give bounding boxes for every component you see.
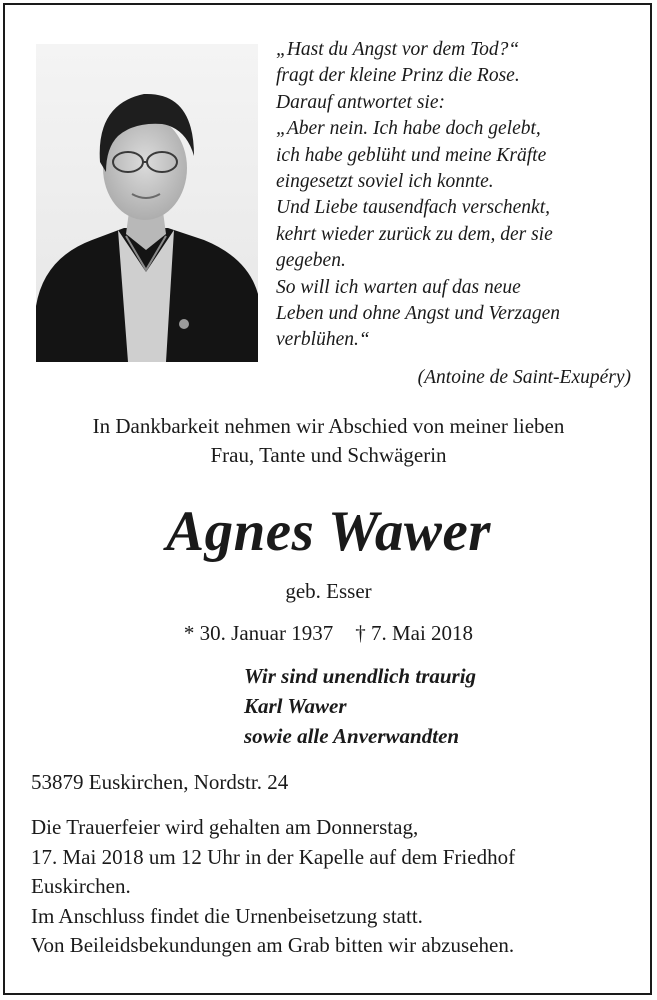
death-date: † 7. Mai 2018 xyxy=(355,621,474,645)
poem-line: gegeben. xyxy=(276,250,346,272)
poem-line: „Hast du Angst vor dem Tod?“ xyxy=(276,39,520,60)
maiden-name: geb. Esser xyxy=(285,579,372,603)
address: 53879 Euskirchen, Nordstr. 24 xyxy=(31,770,289,794)
poem-line: kehrt wieder zurück zu dem, der sie xyxy=(276,223,553,245)
life-dates xyxy=(0,619,657,647)
poem-quote xyxy=(276,37,636,354)
poem-line: Leben und ohne Angst und Verzagen xyxy=(276,303,560,325)
service-line: Euskirchen. xyxy=(31,874,131,898)
poem-attribution: (Antoine de Saint-Exupéry) xyxy=(417,367,631,388)
service-line: Im Anschluss findet die Urnenbeisetzung statt. xyxy=(31,903,423,928)
portrait-photo xyxy=(36,44,258,362)
service-line: Die Trauerfeier wird gehalten am Donnerstag, xyxy=(31,815,419,839)
mourners-line-3: sowie alle Anverwandten xyxy=(244,724,460,748)
mourners-block xyxy=(244,661,476,751)
intro-line-2: Frau, Tante und Schwägerin xyxy=(210,443,447,467)
birth-date: * 30. Januar 1937 xyxy=(183,621,334,645)
mourners-line-2: Karl Wawer xyxy=(244,694,347,718)
poem-line: ich habe geblüht und meine Kräfte xyxy=(276,144,547,166)
poem-line: Und Liebe tausendfach verschenkt, xyxy=(276,197,551,219)
service-info xyxy=(31,813,515,961)
poem-line: verblühen.“ xyxy=(276,329,370,351)
poem-line: „Aber nein. Ich habe doch gelebt, xyxy=(276,118,541,140)
poem-line: eingesetzt soviel ich konnte. xyxy=(276,171,494,193)
poem-line: Darauf antwortet sie: xyxy=(276,91,445,113)
poem-line: fragt der kleine Prinz die Rose. xyxy=(276,65,520,87)
poem-line: So will ich warten auf das neue xyxy=(276,276,521,298)
mourners-line-1: Wir sind unendlich traurig xyxy=(244,664,477,688)
deceased-name: Agnes Wawer xyxy=(166,500,491,563)
service-line: Von Beileidsbekundungen am Grab bitten wir abzusehen. xyxy=(31,933,515,957)
service-line: 17. Mai 2018 um 12 Uhr in der Kapelle auf dem Friedhof xyxy=(31,844,516,869)
intro-line-1: In Dankbarkeit nehmen wir Abschied von meiner lieben xyxy=(92,414,565,438)
